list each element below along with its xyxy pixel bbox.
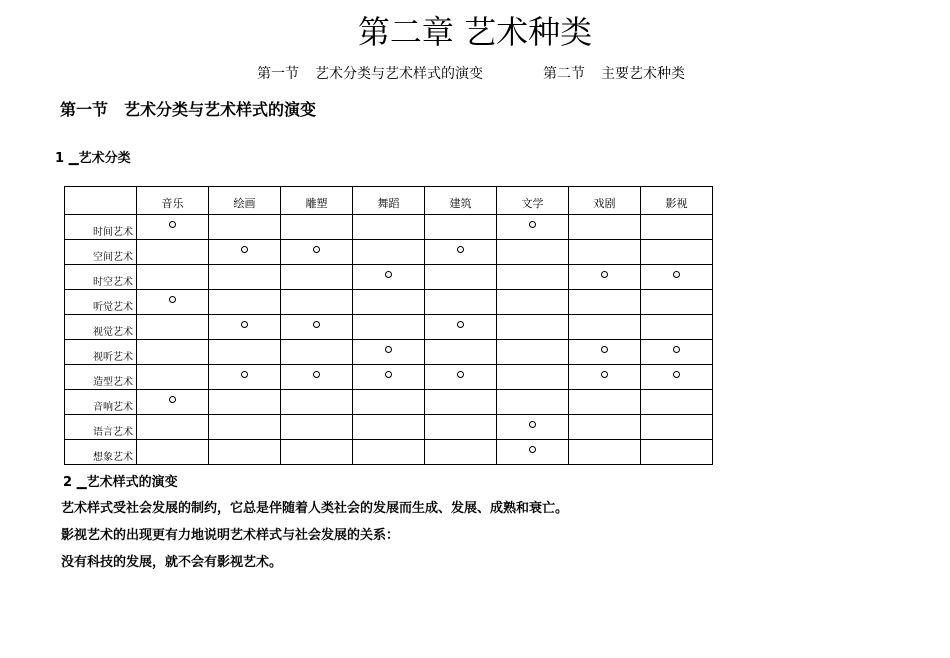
table-cell xyxy=(641,240,713,265)
table-cell xyxy=(353,290,425,315)
subheading-2-number: 2 xyxy=(63,475,73,490)
table-row xyxy=(65,215,713,240)
table-row xyxy=(65,265,713,290)
circle-mark-icon xyxy=(457,321,464,328)
table-cell xyxy=(137,365,209,390)
table-cell xyxy=(641,215,713,240)
table-cell xyxy=(137,440,209,465)
circle-mark-icon xyxy=(673,346,680,353)
table-cell xyxy=(137,240,209,265)
table-cell xyxy=(353,265,425,290)
table-cell xyxy=(569,240,641,265)
table-cell xyxy=(281,440,353,465)
circle-mark-icon xyxy=(529,446,536,453)
column-header: 影视 xyxy=(641,187,713,215)
section-heading-number: 第一节 xyxy=(60,100,109,119)
subheading-2-label: 艺术样式的演变 xyxy=(86,475,178,490)
paragraph-3: 没有科技的发展，就不会有影视艺术。 xyxy=(61,555,283,570)
table-cell xyxy=(425,315,497,340)
table-cell xyxy=(137,415,209,440)
circle-mark-icon xyxy=(457,371,464,378)
table-cell xyxy=(425,265,497,290)
table-cell xyxy=(137,265,209,290)
circle-mark-icon xyxy=(673,271,680,278)
table-cell xyxy=(209,340,281,365)
table-cell xyxy=(497,440,569,465)
circle-mark-icon xyxy=(313,321,320,328)
subheading-1-number: 1 xyxy=(55,151,65,166)
table-cell xyxy=(353,415,425,440)
section-heading-label: 艺术分类与艺术样式的演变 xyxy=(124,100,317,119)
table-body xyxy=(65,215,713,465)
table-cell xyxy=(281,240,353,265)
column-header: 雕塑 xyxy=(281,187,353,215)
table-cell xyxy=(281,365,353,390)
table-row xyxy=(65,240,713,265)
table-cell xyxy=(353,340,425,365)
circle-mark-icon xyxy=(385,271,392,278)
column-header: 舞蹈 xyxy=(353,187,425,215)
table-row xyxy=(65,315,713,340)
circle-mark-icon xyxy=(241,321,248,328)
circle-mark-icon xyxy=(313,371,320,378)
table-cell xyxy=(209,265,281,290)
table-cell xyxy=(137,290,209,315)
table-cell xyxy=(281,315,353,340)
table-cell xyxy=(569,290,641,315)
row-header: 时间艺术 xyxy=(65,215,137,240)
subheading-2-mark: ▁ xyxy=(76,475,87,490)
table-cell xyxy=(641,340,713,365)
column-header: 音乐 xyxy=(137,187,209,215)
table-cell xyxy=(353,390,425,415)
table-cell xyxy=(425,340,497,365)
table-cell xyxy=(497,265,569,290)
table-cell xyxy=(497,340,569,365)
circle-mark-icon xyxy=(169,221,176,228)
toc-item-2-number: 第二节 xyxy=(543,66,585,82)
circle-mark-icon xyxy=(241,371,248,378)
table-row xyxy=(65,365,713,390)
subheading-1-mark: ▁ xyxy=(68,151,79,166)
toc-item-2-label: 主要艺术种类 xyxy=(601,66,685,82)
paragraph-1: 艺术样式受社会发展的制约，它总是伴随着人类社会的发展而生成、发展、成熟和衰亡。 xyxy=(61,501,569,516)
circle-mark-icon xyxy=(529,221,536,228)
table-cell xyxy=(353,365,425,390)
toc-item-section-1[interactable] xyxy=(257,65,483,83)
table-cell xyxy=(497,290,569,315)
toc-item-section-2[interactable] xyxy=(543,65,685,83)
table-cell xyxy=(209,240,281,265)
table-row xyxy=(65,440,713,465)
circle-mark-icon xyxy=(385,371,392,378)
table-cell xyxy=(425,440,497,465)
table-cell xyxy=(209,315,281,340)
table-cell xyxy=(569,365,641,390)
table-corner-cell xyxy=(65,187,137,215)
table-cell xyxy=(353,315,425,340)
table-cell xyxy=(641,315,713,340)
paragraph-2: 影视艺术的出现更有力地说明艺术样式与社会发展的关系： xyxy=(61,528,400,543)
row-header: 视听艺术 xyxy=(65,340,137,365)
row-header: 想象艺术 xyxy=(65,440,137,465)
section-heading xyxy=(60,100,316,120)
table-cell xyxy=(281,215,353,240)
table-cell xyxy=(569,440,641,465)
row-header: 语言艺术 xyxy=(65,415,137,440)
table-cell xyxy=(209,290,281,315)
table-cell xyxy=(497,315,569,340)
table-cell xyxy=(281,415,353,440)
table-cell xyxy=(569,415,641,440)
table-cell xyxy=(137,340,209,365)
table-cell xyxy=(425,365,497,390)
table-cell xyxy=(569,265,641,290)
table-cell xyxy=(425,215,497,240)
circle-mark-icon xyxy=(169,396,176,403)
circle-mark-icon xyxy=(169,296,176,303)
table-cell xyxy=(497,415,569,440)
table-cell xyxy=(497,365,569,390)
table-cell xyxy=(209,390,281,415)
column-header: 文学 xyxy=(497,187,569,215)
circle-mark-icon xyxy=(457,246,464,253)
table-cell xyxy=(209,415,281,440)
row-header: 音响艺术 xyxy=(65,390,137,415)
table-cell xyxy=(281,390,353,415)
column-header: 绘画 xyxy=(209,187,281,215)
table-cell xyxy=(497,240,569,265)
table-cell xyxy=(641,415,713,440)
table-cell xyxy=(281,265,353,290)
table-cell xyxy=(353,240,425,265)
circle-mark-icon xyxy=(673,371,680,378)
table-row xyxy=(65,340,713,365)
row-header: 造型艺术 xyxy=(65,365,137,390)
table-cell xyxy=(569,215,641,240)
table-cell xyxy=(569,340,641,365)
chapter-title: 第二章 艺术种类 xyxy=(357,13,593,51)
row-header: 空间艺术 xyxy=(65,240,137,265)
circle-mark-icon xyxy=(241,246,248,253)
table-header-row xyxy=(65,187,713,215)
table-cell xyxy=(209,365,281,390)
table-cell xyxy=(281,290,353,315)
circle-mark-icon xyxy=(529,421,536,428)
table-cell xyxy=(209,215,281,240)
table-cell xyxy=(641,290,713,315)
column-header: 戏剧 xyxy=(569,187,641,215)
table-cell xyxy=(281,340,353,365)
subheading-1-label: 艺术分类 xyxy=(78,151,131,166)
row-header: 视觉艺术 xyxy=(65,315,137,340)
table-cell xyxy=(425,240,497,265)
table-cell xyxy=(137,215,209,240)
column-header: 建筑 xyxy=(425,187,497,215)
toc-item-1-number: 第一节 xyxy=(257,66,299,82)
circle-mark-icon xyxy=(601,371,608,378)
table-cell xyxy=(641,390,713,415)
table-cell xyxy=(425,290,497,315)
circle-mark-icon xyxy=(385,346,392,353)
table-cell xyxy=(497,390,569,415)
subheading-art-classification xyxy=(55,151,131,167)
circle-mark-icon xyxy=(313,246,320,253)
table-cell xyxy=(641,365,713,390)
table-row xyxy=(65,290,713,315)
toc-item-1-label: 艺术分类与艺术样式的演变 xyxy=(315,66,483,82)
table-cell xyxy=(425,390,497,415)
table-cell xyxy=(641,265,713,290)
table-cell xyxy=(425,415,497,440)
row-header: 时空艺术 xyxy=(65,265,137,290)
table-cell xyxy=(569,390,641,415)
table-cell xyxy=(569,315,641,340)
table-cell xyxy=(137,315,209,340)
table-cell xyxy=(497,215,569,240)
table-cell xyxy=(209,440,281,465)
table-cell xyxy=(641,440,713,465)
table-cell xyxy=(353,215,425,240)
art-classification-table xyxy=(64,186,713,465)
row-header: 听觉艺术 xyxy=(65,290,137,315)
circle-mark-icon xyxy=(601,271,608,278)
table-cell xyxy=(137,390,209,415)
circle-mark-icon xyxy=(601,346,608,353)
table-row xyxy=(65,390,713,415)
table-cell xyxy=(353,440,425,465)
table-row xyxy=(65,415,713,440)
subheading-art-style-evolution xyxy=(63,475,178,491)
